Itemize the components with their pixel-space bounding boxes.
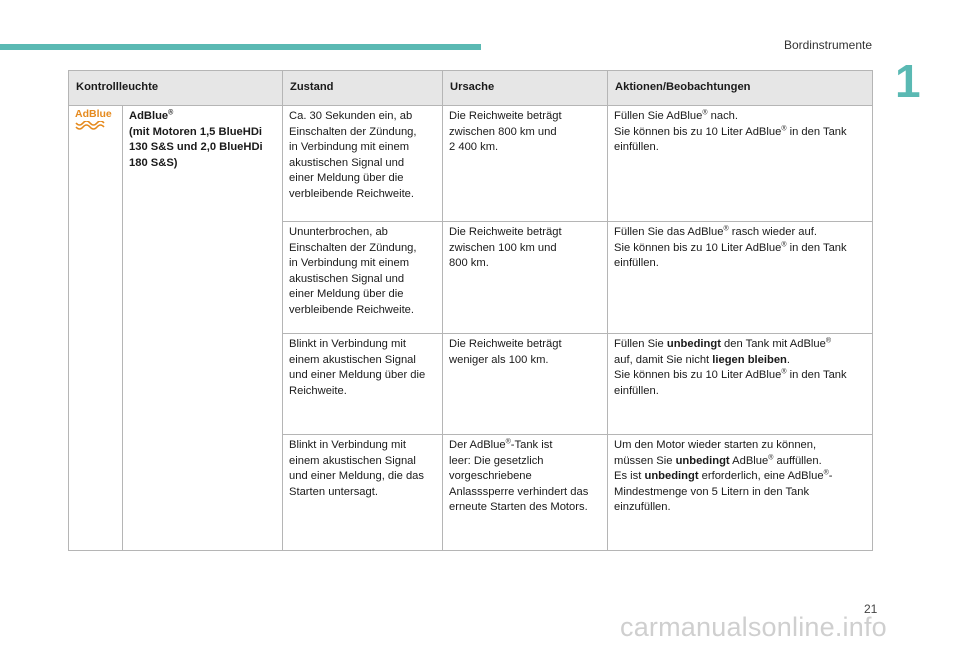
- chapter-number: 1: [895, 55, 921, 107]
- table-row: [69, 106, 873, 222]
- adblue-wave-icon: [75, 121, 107, 130]
- header-accent-bar: [0, 44, 481, 50]
- section-title: Bordinstrumente: [783, 38, 872, 52]
- warning-lights-table: [68, 70, 873, 551]
- table-header-row: [69, 71, 873, 106]
- ursache-cell: Die Reichweite beträgt zwischen 800 km und 2 400 km.: [443, 106, 608, 222]
- indicator-icon-cell: [69, 106, 123, 551]
- header-ursache: Ursache: [443, 71, 608, 106]
- aktionen-cell: Füllen Sie das AdBlue® rasch wieder auf. Sie können bis zu 10 Liter AdBlue® in den Tank einfüllen.: [608, 222, 873, 334]
- page-number: 21: [864, 602, 878, 616]
- ursache-cell: Der AdBlue®-Tank ist leer: Die gesetzlich vorgeschriebene Anlasssperre verhindert das erneute Starten des Motors.: [443, 435, 608, 551]
- aktionen-cell: Um den Motor wieder starten zu können, müssen Sie unbedingt AdBlue® auffüllen. Es ist unbedingt erforderlich, eine AdBlue®- Mindestmenge von 5 Litern in den Tank einzufüllen.: [608, 435, 873, 551]
- ursache-cell: Die Reichweite beträgt zwischen 100 km und 800 km.: [443, 222, 608, 334]
- aktionen-cell: Füllen Sie AdBlue® nach. Sie können bis zu 10 Liter AdBlue® in den Tank einfüllen.: [608, 106, 873, 222]
- header-aktionen: Aktionen/Beobachtungen: [608, 71, 873, 106]
- zustand-cell: Ca. 30 Sekunden ein, ab Einschalten der Zündung, in Verbindung mit einem akustischen Signal und einer Meldung über die verbleibende Reichweite.: [283, 106, 443, 222]
- ursache-cell: Die Reichweite beträgt weniger als 100 km.: [443, 334, 608, 435]
- indicator-name-cell: AdBlue® (mit Motoren 1,5 BlueHDi 130 S&S und 2,0 BlueHDi 180 S&S): [123, 106, 283, 551]
- header-zustand: Zustand: [283, 71, 443, 106]
- adblue-warning-icon: AdBlue: [75, 109, 112, 136]
- header-kontrollleuchte: Kontrollleuchte: [69, 71, 283, 106]
- zustand-cell: Blinkt in Verbindung mit einem akustischen Signal und einer Meldung, die das Starten untersagt.: [283, 435, 443, 551]
- aktionen-cell: Füllen Sie unbedingt den Tank mit AdBlue® auf, damit Sie nicht liegen bleiben. Sie können bis zu 10 Liter AdBlue® in den Tank einfüllen.: [608, 334, 873, 435]
- watermark: carmanualsonline.info: [620, 612, 887, 642]
- zustand-cell: Ununterbrochen, ab Einschalten der Zündung, in Verbindung mit einem akustischen Signal und einer Meldung über die verbleibende Reichweite.: [283, 222, 443, 334]
- zustand-cell: Blinkt in Verbindung mit einem akustischen Signal und einer Meldung über die Reichweite.: [283, 334, 443, 435]
